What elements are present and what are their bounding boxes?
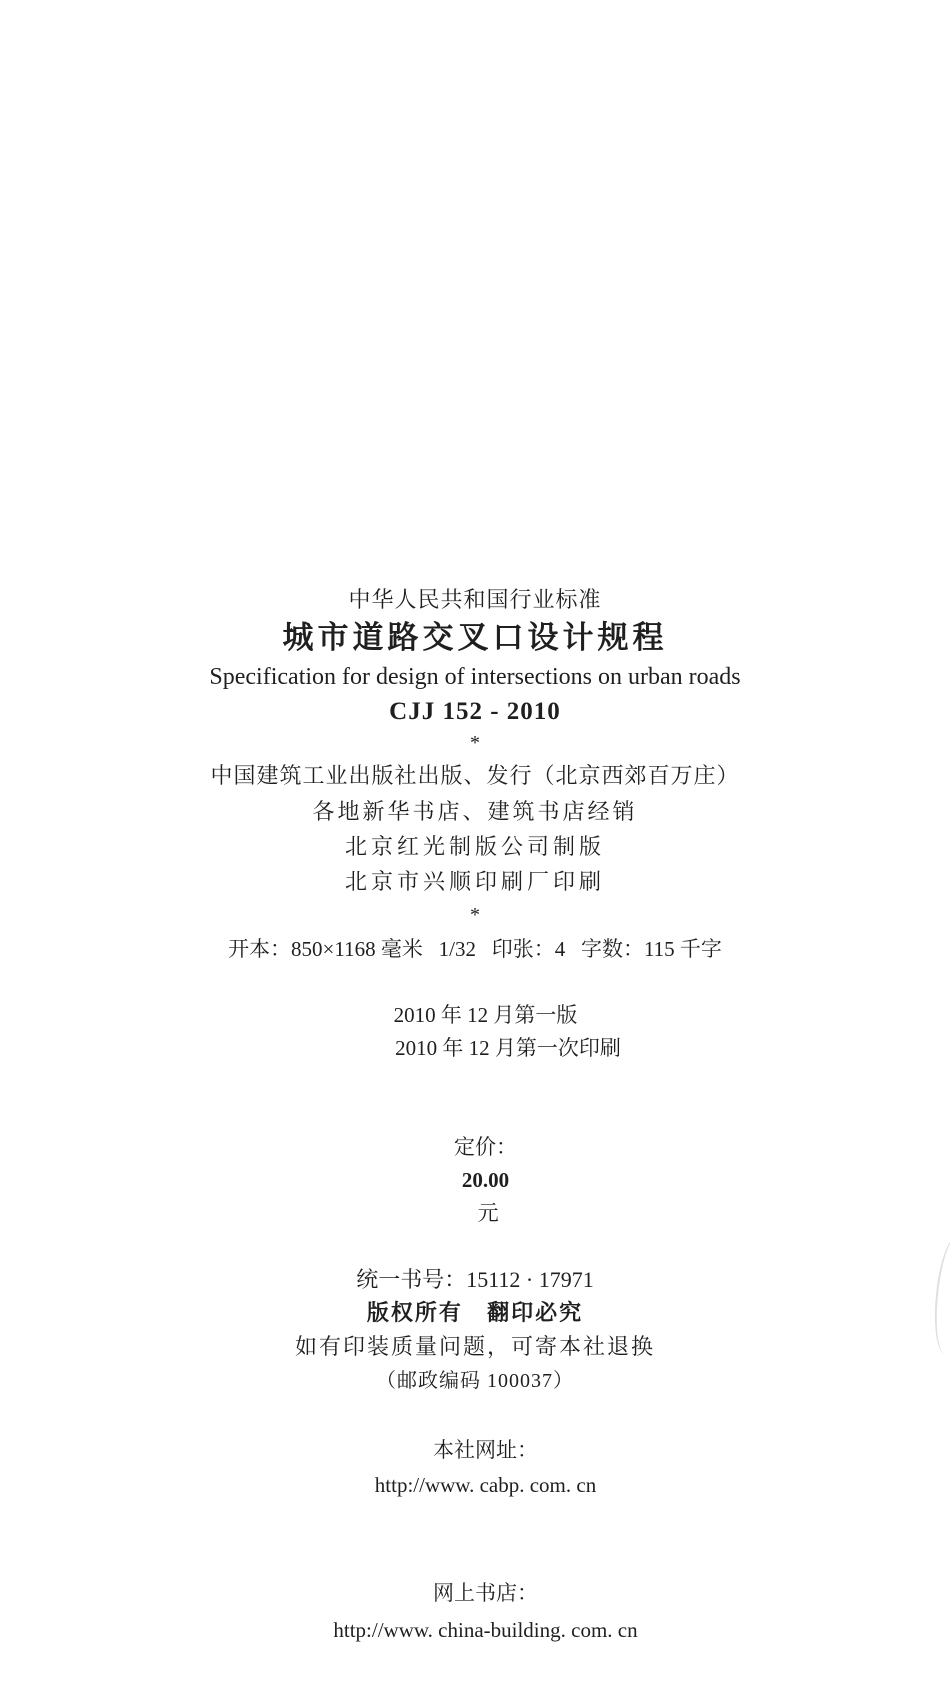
website-label: 本社网址： xyxy=(433,1438,538,1462)
printing-first: 2010 年 12 月第一次印刷 xyxy=(395,1036,621,1060)
edition-line xyxy=(329,966,621,1098)
standard-number: CJJ 152 - 2010 xyxy=(389,698,561,725)
title-chinese: 城市道路交叉口设计规程 xyxy=(282,620,668,655)
price-unit: 元 xyxy=(472,1201,499,1225)
copyright-notice: 版权所有 翻印必究 xyxy=(366,1300,584,1325)
bookstore-label: 网上书店： xyxy=(432,1581,538,1605)
title-english: Specification for design of intersections on urban roads xyxy=(209,664,741,690)
format-specs-line: 开本：850×1168 毫米 1/32 印张：4 字数：115 千字 xyxy=(228,937,722,961)
book-number-line: 统一书号：15112 · 17971 xyxy=(356,1267,594,1292)
separator-asterisk: * xyxy=(470,732,480,754)
bookstore-url: http://www. china-building. com. cn xyxy=(333,1618,638,1642)
price-label: 定价： xyxy=(454,1135,517,1159)
publisher-line: 中国建筑工业出版社出版、发行（北京西郊百万庄） xyxy=(210,763,740,788)
website-url: http://www. cabp. com. cn xyxy=(374,1473,597,1497)
quality-return-line: 如有印装质量问题，可寄本社退换 xyxy=(294,1334,655,1359)
price-line xyxy=(433,1098,517,1263)
online-bookstore-line xyxy=(312,1538,637,1686)
separator-asterisk: * xyxy=(470,904,480,926)
platemaking-line: 北京红光制版公司制版 xyxy=(344,834,605,859)
printing-line: 北京市兴顺印刷厂印刷 xyxy=(344,869,605,894)
distribution-line: 各地新华书店、建筑书店经销 xyxy=(312,799,638,824)
price-value: 20.00 xyxy=(461,1168,510,1192)
edition-first: 2010 年 12 月第一版 xyxy=(393,1003,578,1027)
postcode-line: （邮政编码 100037） xyxy=(376,1370,574,1392)
publisher-website-line xyxy=(354,1398,596,1538)
standard-class-heading: 中华人民共和国行业标准 xyxy=(348,587,602,612)
